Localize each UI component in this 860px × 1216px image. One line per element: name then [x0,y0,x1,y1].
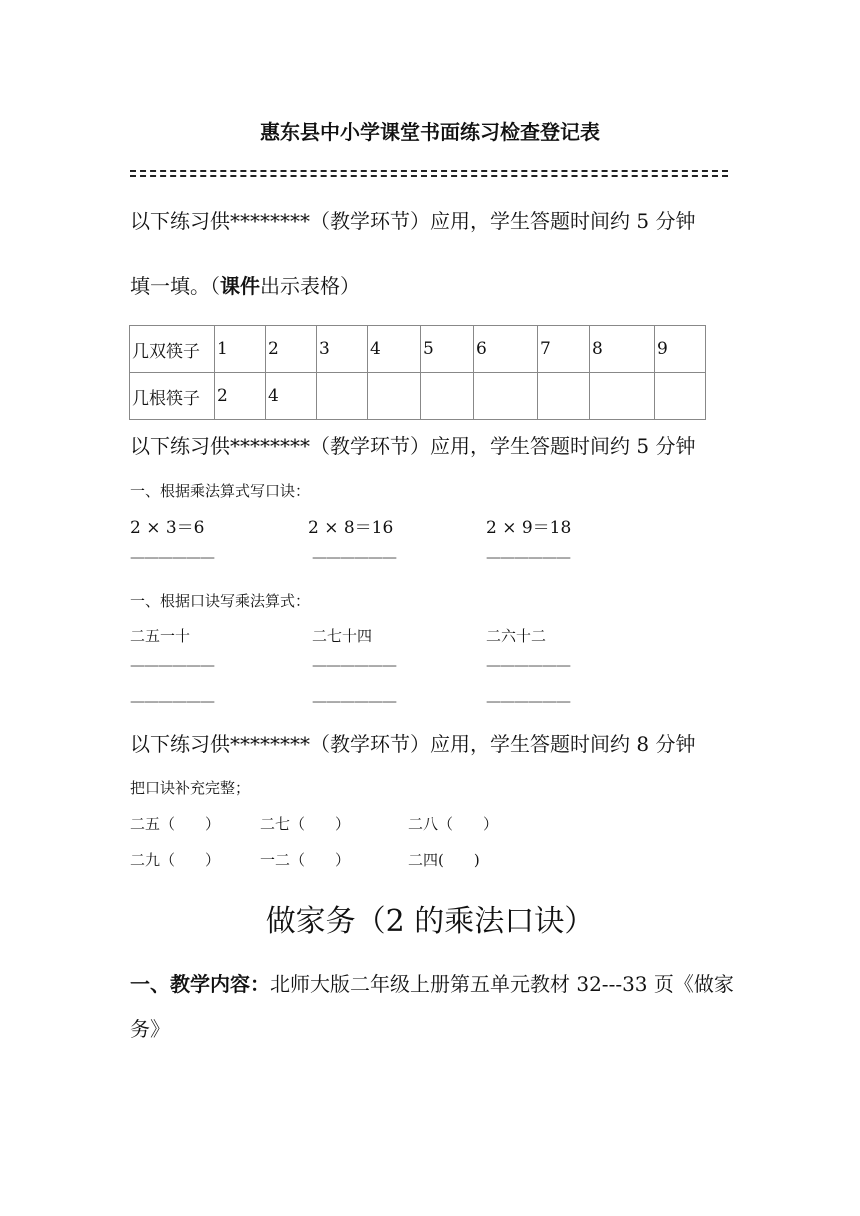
fill-in-suffix: 出示表格） [260,274,360,298]
table-cell: 6 [474,326,538,373]
table-cell [368,373,421,420]
table-row [130,373,706,420]
rhyme-blank-item: 一二（ ） [260,851,351,869]
table-cell: 2 [215,373,266,420]
fill-in-bold: 课件 [220,274,260,298]
answer-blank: —————— [486,548,570,566]
double-dashed-divider [130,170,728,177]
table-cell: 8 [590,326,655,373]
row-label-sticks: 几根筷子 [130,373,215,420]
rhyme-item: 二七十四 [312,627,373,645]
rhyme-blank-item: 二七（ ） [260,815,351,833]
table-cell [538,373,590,420]
chopsticks-table [129,325,706,420]
answer-blank: —————— [130,548,214,566]
table-cell: 9 [655,326,706,373]
table-cell [317,373,368,420]
answer-blank: —————— [312,692,396,710]
intro-line-3: 以下练习供********（教学环节）应用，学生答题时间约 8 分钟 [130,732,696,756]
answer-blank: —————— [486,656,570,674]
teaching-content-line1 [130,968,734,997]
table-cell: 5 [421,326,474,373]
lesson-title: 做家务（2 的乘法口诀） [265,904,595,939]
rhyme-item: 二五一十 [130,627,191,645]
rhyme-blank-item: 二九（ ） [130,851,221,869]
table-cell [655,373,706,420]
section2-heading: 一、根据口诀写乘法算式： [130,592,311,610]
fill-in-instruction [130,270,360,299]
teaching-content-label: 一、教学内容： [130,972,270,996]
table-row [130,326,706,373]
answer-blank: —————— [130,656,214,674]
table-cell: 4 [368,326,421,373]
row-label-pairs: 几双筷子 [130,326,215,373]
table-cell: 7 [538,326,590,373]
table-cell [421,373,474,420]
section1-heading: 一、根据乘法算式写口诀： [130,482,311,500]
teaching-content-text: 北师大版二年级上册第五单元教材 32---33 页《做家 [270,972,734,996]
answer-blank: —————— [312,548,396,566]
answer-blank: —————— [312,656,396,674]
rhyme-blank-item: 二五（ ） [130,815,221,833]
table-cell: 2 [266,326,317,373]
intro-line-1: 以下练习供********（教学环节）应用，学生答题时间约 5 分钟 [130,209,696,233]
intro-line-2: 以下练习供********（教学环节）应用，学生答题时间约 5 分钟 [130,434,696,458]
table-cell: 4 [266,373,317,420]
section3-heading: 把口诀补充完整； [130,779,251,797]
table-cell: 1 [215,326,266,373]
formula-item: 2 × 3＝6 [130,518,205,538]
rhyme-blank-item: 二四( ) [408,851,480,869]
answer-blank: —————— [130,692,214,710]
table-cell [474,373,538,420]
table-cell: 3 [317,326,368,373]
fill-in-prefix: 填一填。（ [130,274,220,298]
table-cell [590,373,655,420]
rhyme-blank-item: 二八（ ） [408,815,499,833]
formula-item: 2 × 8＝16 [308,518,394,538]
answer-blank: —————— [486,692,570,710]
rhyme-item: 二六十二 [486,627,547,645]
teaching-content-line2: 务》 [130,1017,170,1041]
formula-item: 2 × 9＝18 [486,518,572,538]
page-title: 惠东县中小学课堂书面练习检查登记表 [260,120,600,144]
